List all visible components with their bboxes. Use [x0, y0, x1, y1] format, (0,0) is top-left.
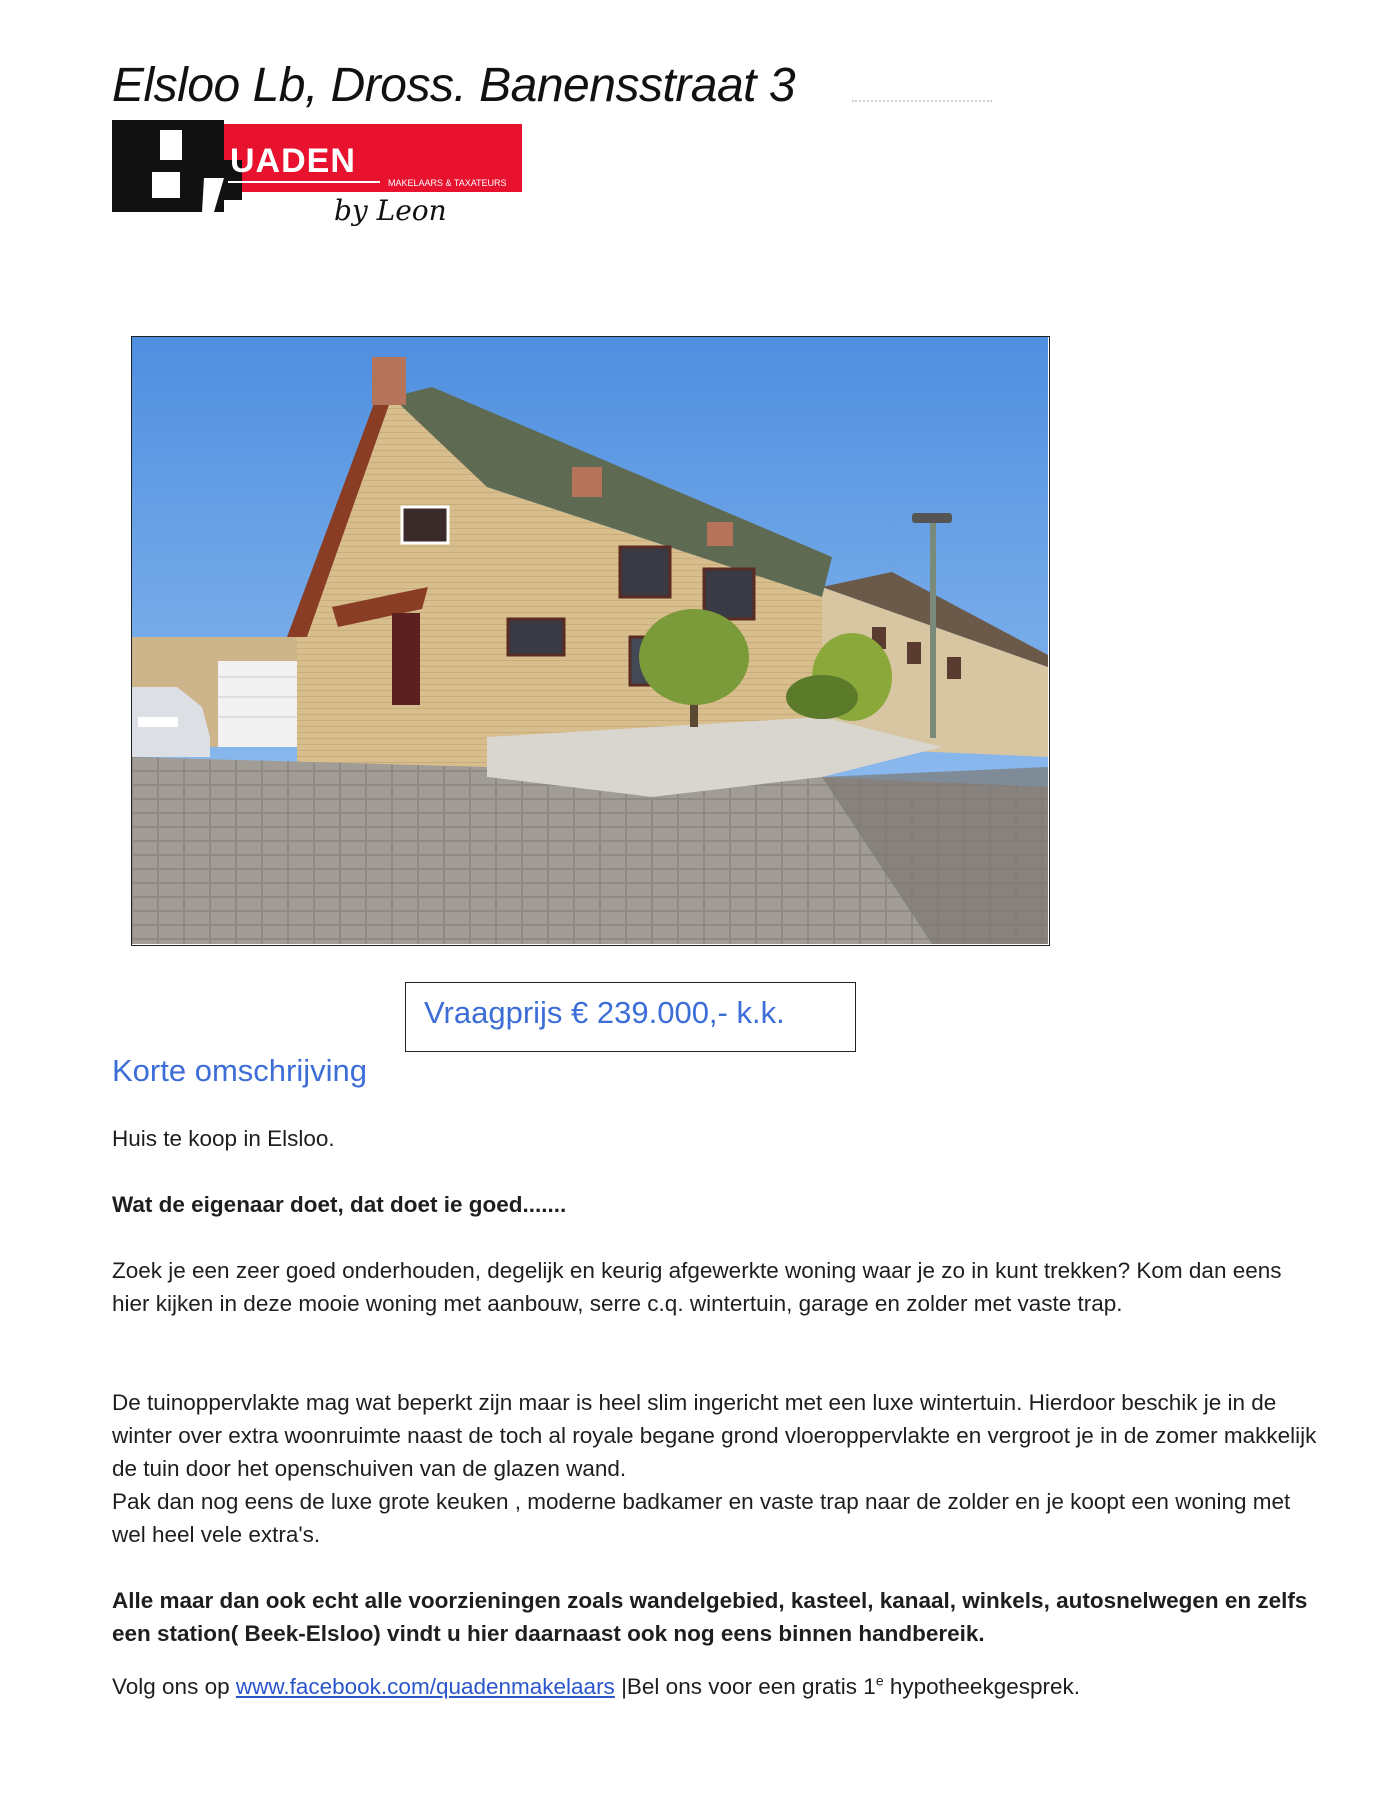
description-paragraph-1: Zoek je een zeer goed onderhouden, degelijk en keurig afgewerkte woning waar je zo in kunt trekken? Kom dan eens hier kijken in deze mooie woning met aanbouw, serre c.q. wintertuin, garage en zolder met vaste trap. [112, 1258, 1282, 1316]
logo-signature: by Leon [334, 194, 447, 227]
description-paragraph-2b: Pak dan nog eens de luxe grote keuken , moderne badkamer en vaste trap naar de zolder en je koopt een woning met wel heel vele extra's. [112, 1489, 1291, 1547]
section-heading: Korte omschrijving [112, 1053, 367, 1088]
quaden-logo [112, 120, 522, 232]
facebook-link[interactable]: www.facebook.com/quadenmakelaars [235, 1674, 615, 1699]
description-paragraph-2 [112, 1386, 1322, 1551]
footer-follow: Volg ons op [112, 1674, 236, 1699]
price-box [405, 982, 856, 1052]
description-paragraph-2a: De tuinoppervlakte mag wat beperkt zijn maar is heel slim ingericht met een luxe wintertuin. Hierdoor beschik je in de winter over extra woonruimte naast de toch al royale begane grond vloeroppervlakte en vergroot je in de zomer makkelijk de tuin door het openschuiven van de glazen wand. [112, 1390, 1317, 1481]
description-amenities: Alle maar dan ook echt alle voorzieningen zoals wandelgebied, kasteel, kanaal, winkels, autosnelwegen en zelfs een station( Beek-Elsloo) vindt u hier daarnaast ook nog eens binnen handbereik. [112, 1588, 1308, 1646]
footer-line [112, 1670, 1322, 1703]
logo-tagline: MAKELAARS & TAXATEURS [388, 178, 507, 188]
footer-call-end: hypotheekgesprek. [883, 1674, 1080, 1699]
footer-call: |Bel ons voor een gratis 1 [614, 1674, 876, 1699]
title-divider [852, 100, 992, 102]
house-photo [131, 336, 1050, 946]
logo-brand-text: UADEN [230, 142, 356, 180]
footer-superscript: e [875, 1672, 884, 1689]
description-tagline: Wat de eigenaar doet, dat doet ie goed....... [112, 1192, 567, 1217]
description-intro: Huis te koop in Elsloo. [112, 1126, 335, 1151]
asking-price: Vraagprijs € 239.000,- k.k. [424, 995, 785, 1030]
page-title: Elsloo Lb, Dross. Banensstraat 3 [112, 59, 796, 112]
house-photo-illustration [132, 337, 1048, 944]
